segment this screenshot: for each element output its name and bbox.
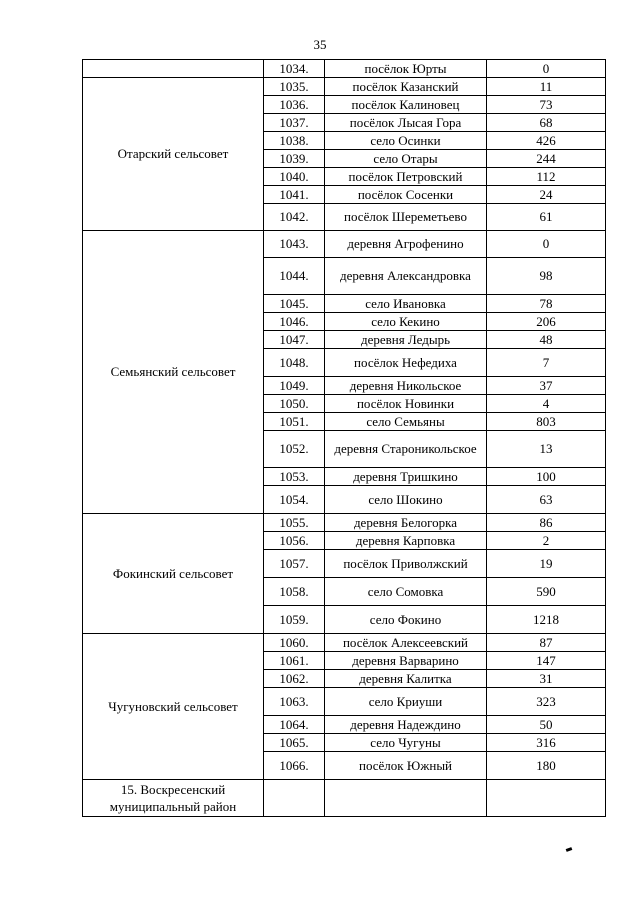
settlement-name-cell: деревня Никольское (325, 377, 487, 395)
table-row (83, 60, 606, 78)
row-number-cell: 1042. (264, 204, 325, 231)
population-cell: 590 (487, 578, 606, 606)
row-number-cell: 1051. (264, 413, 325, 431)
population-cell: 86 (487, 514, 606, 532)
population-cell: 244 (487, 150, 606, 168)
settlement-name-cell: посёлок Юрты (325, 60, 487, 78)
table-row (83, 514, 606, 532)
table-row (83, 231, 606, 258)
settlement-name-cell: посёлок Южный (325, 752, 487, 780)
row-number-cell: 1040. (264, 168, 325, 186)
row-number-cell: 1062. (264, 670, 325, 688)
settlement-name-cell: деревня Варварино (325, 652, 487, 670)
population-cell: 803 (487, 413, 606, 431)
population-cell: 31 (487, 670, 606, 688)
district-cell: Чугуновский сельсовет (83, 634, 264, 780)
population-cell: 24 (487, 186, 606, 204)
district-cell: Фокинский сельсовет (83, 514, 264, 634)
settlement-name-cell: деревня Калитка (325, 670, 487, 688)
row-number-cell: 1065. (264, 734, 325, 752)
settlement-name-cell: село Кекино (325, 313, 487, 331)
row-number-cell: 1045. (264, 295, 325, 313)
settlement-name-cell: село Сомовка (325, 578, 487, 606)
population-cell: 63 (487, 486, 606, 514)
settlement-name-cell: село Чугуны (325, 734, 487, 752)
settlements-table-body (83, 60, 606, 817)
settlement-name-cell: деревня Тришкино (325, 468, 487, 486)
population-cell: 323 (487, 688, 606, 716)
row-number-cell: 1037. (264, 114, 325, 132)
population-cell: 206 (487, 313, 606, 331)
table-row (83, 78, 606, 96)
row-number-cell: 1046. (264, 313, 325, 331)
population-cell: 11 (487, 78, 606, 96)
settlement-name-cell: село Отары (325, 150, 487, 168)
settlement-name-cell: посёлок Нефедиха (325, 349, 487, 377)
district-cell: Отарский сельсовет (83, 78, 264, 231)
settlement-name-cell: деревня Александровка (325, 258, 487, 295)
population-cell: 98 (487, 258, 606, 295)
population-cell: 73 (487, 96, 606, 114)
settlement-name-cell: село Ивановка (325, 295, 487, 313)
page-number: 35 (313, 37, 327, 52)
row-number-cell: 1050. (264, 395, 325, 413)
settlement-name-cell: посёлок Лысая Гора (325, 114, 487, 132)
row-number-cell: 1055. (264, 514, 325, 532)
stray-pen-mark (566, 847, 573, 852)
settlement-name-cell: посёлок Шереметьево (325, 204, 487, 231)
row-number-cell: 1063. (264, 688, 325, 716)
row-number-cell: 1058. (264, 578, 325, 606)
region-heading-cell: 15. Воскресенский муниципальный район (83, 780, 264, 817)
settlement-name-cell: деревня Староникольское (325, 431, 487, 468)
population-cell: 180 (487, 752, 606, 780)
population-cell: 68 (487, 114, 606, 132)
row-number-cell: 1049. (264, 377, 325, 395)
settlement-name-cell: село Фокино (325, 606, 487, 634)
row-number-cell: 1066. (264, 752, 325, 780)
settlement-name-cell: село Осинки (325, 132, 487, 150)
settlement-name-cell: село Семьяны (325, 413, 487, 431)
row-number-cell: 1057. (264, 550, 325, 578)
population-cell: 4 (487, 395, 606, 413)
row-number-cell: 1053. (264, 468, 325, 486)
empty-cell (487, 780, 606, 817)
population-cell: 78 (487, 295, 606, 313)
population-cell: 147 (487, 652, 606, 670)
population-cell: 0 (487, 60, 606, 78)
settlement-name-cell: деревня Агрофенино (325, 231, 487, 258)
population-cell: 48 (487, 331, 606, 349)
row-number-cell: 1035. (264, 78, 325, 96)
population-cell: 13 (487, 431, 606, 468)
row-number-cell: 1038. (264, 132, 325, 150)
empty-cell (264, 780, 325, 817)
settlement-name-cell: посёлок Калиновец (325, 96, 487, 114)
row-number-cell: 1052. (264, 431, 325, 468)
population-cell: 7 (487, 349, 606, 377)
settlement-name-cell: посёлок Казанский (325, 78, 487, 96)
row-number-cell: 1044. (264, 258, 325, 295)
population-cell: 316 (487, 734, 606, 752)
settlements-table (82, 59, 606, 817)
settlement-name-cell: село Шокино (325, 486, 487, 514)
settlement-name-cell: деревня Белогорка (325, 514, 487, 532)
settlement-name-cell: деревня Надеждино (325, 716, 487, 734)
population-cell: 426 (487, 132, 606, 150)
row-number-cell: 1048. (264, 349, 325, 377)
population-cell: 19 (487, 550, 606, 578)
population-cell: 87 (487, 634, 606, 652)
population-cell: 61 (487, 204, 606, 231)
settlement-name-cell: посёлок Сосенки (325, 186, 487, 204)
population-cell: 100 (487, 468, 606, 486)
settlement-name-cell: посёлок Алексеевский (325, 634, 487, 652)
row-number-cell: 1034. (264, 60, 325, 78)
settlement-name-cell: посёлок Приволжский (325, 550, 487, 578)
population-cell: 50 (487, 716, 606, 734)
settlement-name-cell: деревня Ледырь (325, 331, 487, 349)
district-cell: Семьянский сельсовет (83, 231, 264, 514)
table-row (83, 780, 606, 817)
row-number-cell: 1060. (264, 634, 325, 652)
settlement-name-cell: посёлок Петровский (325, 168, 487, 186)
row-number-cell: 1036. (264, 96, 325, 114)
row-number-cell: 1061. (264, 652, 325, 670)
row-number-cell: 1043. (264, 231, 325, 258)
row-number-cell: 1054. (264, 486, 325, 514)
population-cell: 37 (487, 377, 606, 395)
settlement-name-cell: село Криуши (325, 688, 487, 716)
row-number-cell: 1041. (264, 186, 325, 204)
population-cell: 2 (487, 532, 606, 550)
settlement-name-cell: посёлок Новинки (325, 395, 487, 413)
empty-cell (325, 780, 487, 817)
row-number-cell: 1056. (264, 532, 325, 550)
district-cell (83, 60, 264, 78)
row-number-cell: 1059. (264, 606, 325, 634)
settlement-name-cell: деревня Карповка (325, 532, 487, 550)
population-cell: 0 (487, 231, 606, 258)
population-cell: 1218 (487, 606, 606, 634)
population-cell: 112 (487, 168, 606, 186)
table-row (83, 634, 606, 652)
row-number-cell: 1064. (264, 716, 325, 734)
row-number-cell: 1039. (264, 150, 325, 168)
row-number-cell: 1047. (264, 331, 325, 349)
